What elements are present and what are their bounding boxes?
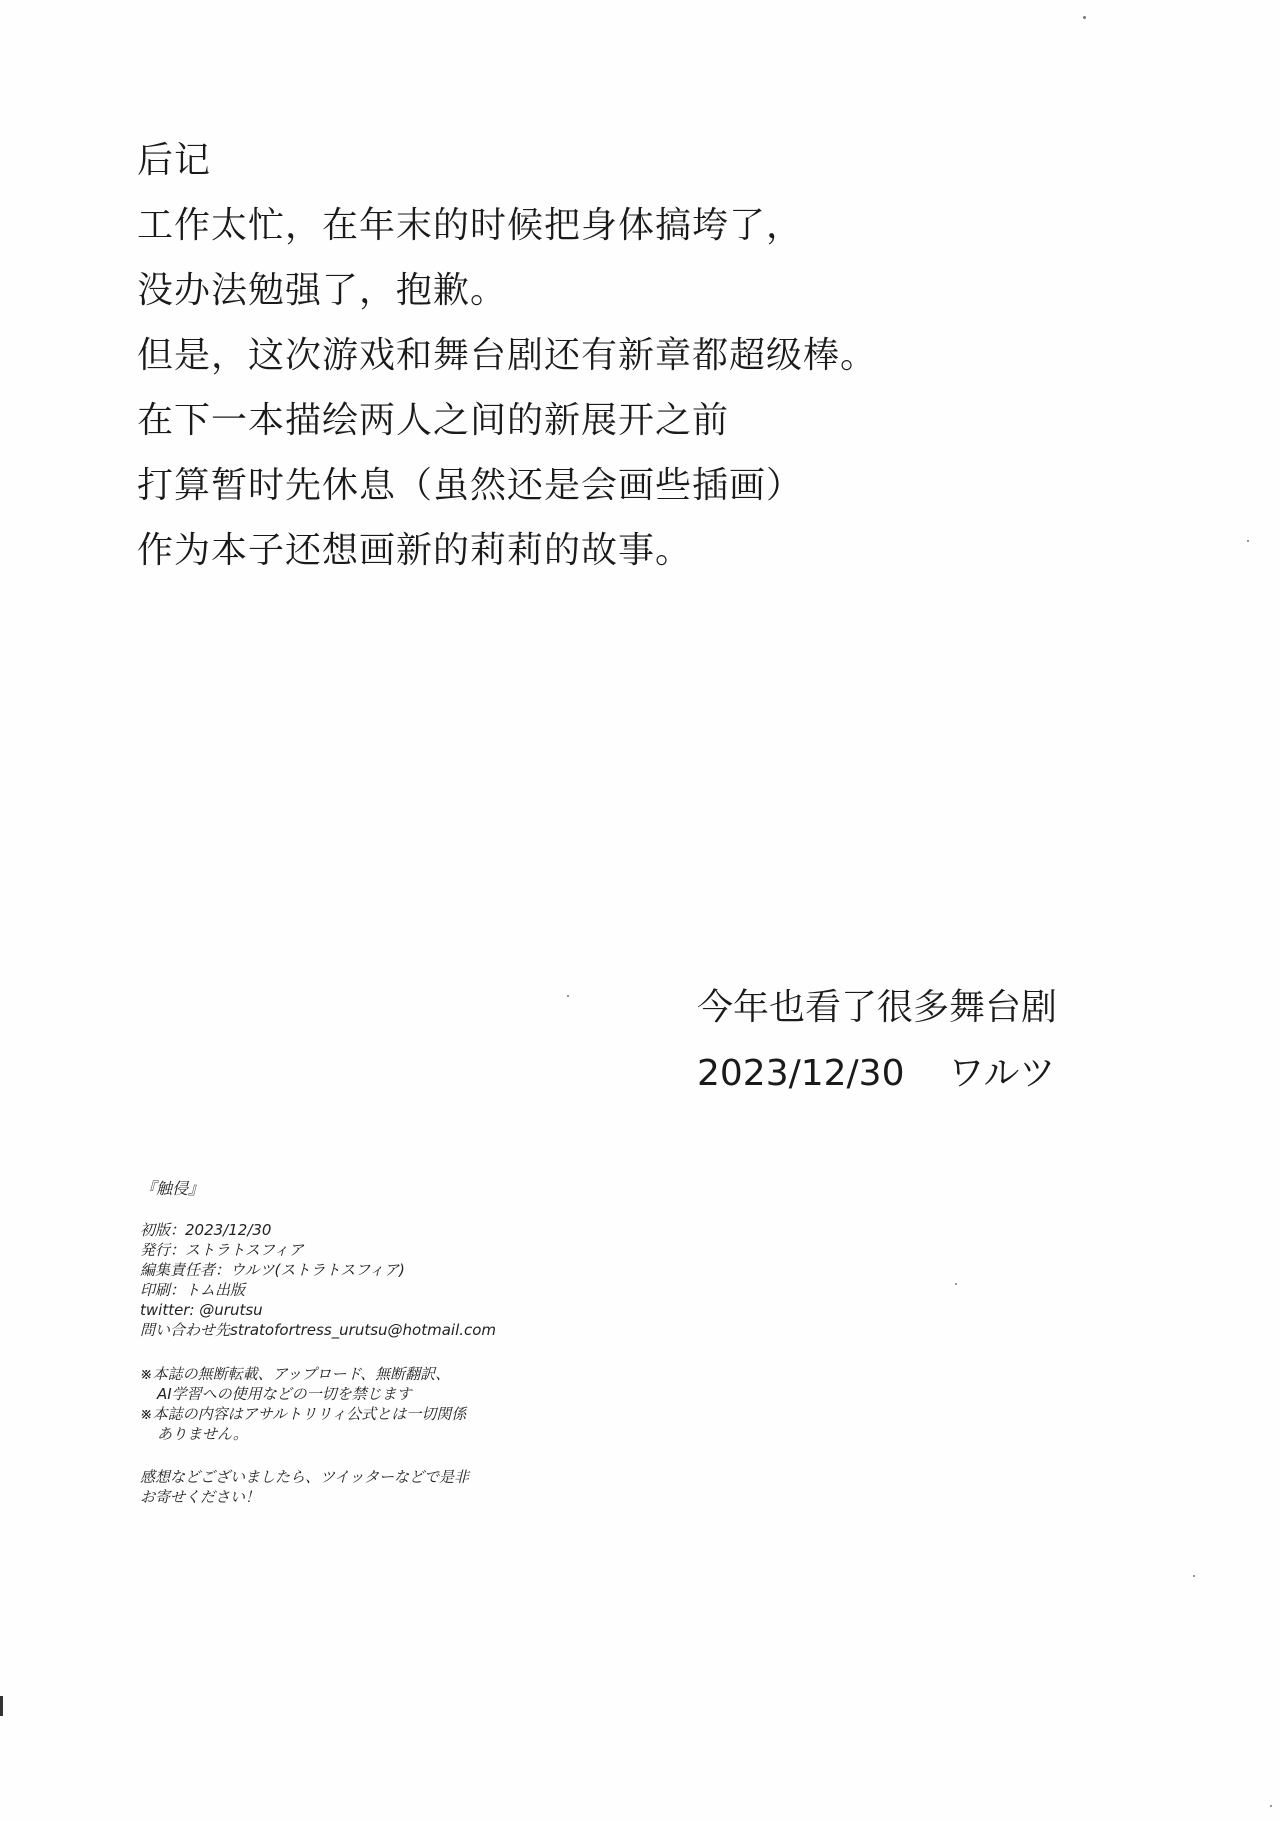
colophon-book-title: 『触侵』 [140,1179,205,1198]
notice-line: ありません。 [157,1425,248,1443]
afterword-text [137,128,1037,583]
afterword-line: 打算暂时先休息（虽然还是会画些插画） [137,465,804,506]
scan-speck [567,995,569,997]
notice-line: ※本誌の内容はアサルトリリィ公式とは一切関係 [140,1405,467,1423]
scan-speck [1083,16,1086,19]
scan-speck [955,1283,957,1285]
afterword-line: 没办法勉强了，抱歉。 [137,270,508,311]
afterword-line: 在下一本描绘两人之间的新展开之前 [137,400,730,441]
afterword-heading: 后记 [137,140,212,181]
notice-line: AI学習への使用などの一切を禁じます [157,1385,412,1403]
scan-speck [1193,1575,1195,1577]
feedback-line: 感想などございましたら、ツイッターなどで是非 [140,1468,469,1486]
colophon-contact: 問い合わせ先stratofortress_urutsu@hotmail.com [140,1321,497,1339]
colophon-publisher: 発行：ストラトスフィア [140,1241,304,1259]
colophon-printer: 印刷：トム出版 [140,1281,246,1299]
signoff-date: 2023/12/30 [697,1053,905,1094]
afterword-line: 工作太忙，在年末的时候把身体搞垮了， [137,205,804,246]
scan-speck [1247,540,1249,542]
feedback-line: お寄せください！ [140,1488,261,1506]
colophon-editor: 編集責任者：ウルツ(ストラトスフィア) [140,1261,405,1279]
signoff-note: 今年也看了很多舞台剧 [697,987,1058,1028]
colophon [140,1178,700,1507]
signoff [697,975,1217,1107]
signoff-author: ワルツ [948,1053,1056,1094]
colophon-twitter: twitter: @urutsu [140,1301,263,1319]
scan-edge-mark [0,1696,3,1716]
signoff-date-author [697,1041,1217,1107]
colophon-feedback [140,1467,700,1507]
afterword-line: 作为本子还想画新的莉莉的故事。 [137,530,693,571]
colophon-notices [140,1364,700,1444]
colophon-first-edition: 初版：2023/12/30 [140,1221,272,1239]
scan-speck [1270,1805,1272,1807]
afterword-line: 但是，这次游戏和舞台剧还有新章都超级棒。 [137,335,878,376]
notice-line: ※本誌の無断転載、アップロード、無断翻訳、 [140,1365,451,1383]
